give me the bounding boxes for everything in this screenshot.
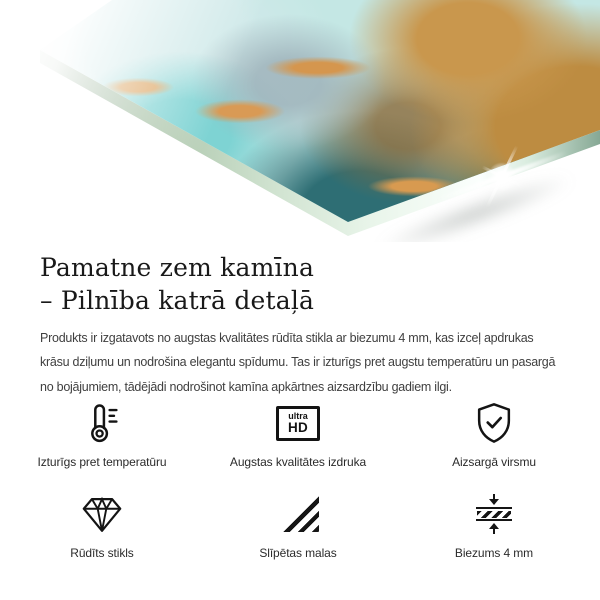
arrow-down-icon — [489, 499, 499, 505]
intro-line: krāsu dziļumu un nodrošina elegantu spīdumu. Tas ir izturīgs pret augstu temperatūru un pasargā — [40, 355, 556, 370]
feature-polished-edges — [200, 491, 396, 560]
glass-sheet-bar — [476, 507, 512, 521]
feature-surface-protection — [396, 400, 592, 469]
feature-label: Biezums 4 mm — [454, 546, 534, 560]
glass-panel-photo — [0, 0, 600, 242]
shield-check-icon — [471, 400, 517, 446]
intro-line: no bojājumiem, tādējādi nodrošinot kamīna apkārtnes aizsardzību gadiem ilgi. — [40, 379, 452, 394]
ultra-hd-icon — [276, 400, 320, 446]
thickness-arrows-icon — [476, 491, 512, 537]
arrow-up-stem — [493, 529, 496, 534]
page-title-line-1: Pamatne zem kamīna — [40, 252, 315, 282]
bevel-stripes-icon — [277, 491, 319, 537]
page-title — [40, 251, 314, 317]
feature-label: Augstas kvalitātes izdruka — [229, 455, 367, 469]
feature-label: Slīpētas malas — [259, 546, 337, 560]
feature-label: Rūdīts stikls — [70, 546, 134, 560]
intro-line: Produkts ir izgatavots no augstas kvalitātes rūdīta stikla ar biezumu 4 mm, kas izceļ apdrukas — [40, 330, 534, 345]
diamond-icon — [79, 491, 125, 537]
feature-label: Izturīgs pret temperatūru — [37, 455, 167, 469]
feature-print-quality — [200, 400, 396, 469]
page-title-line-2: – Pilnība katrā detaļā — [40, 285, 315, 315]
feature-label: Aizsargā virsmu — [452, 455, 536, 469]
intro-paragraph — [40, 326, 555, 400]
feature-temperature — [4, 400, 200, 469]
ultra-hd-icon-text-top: ultra — [288, 411, 308, 421]
feature-thickness — [396, 491, 592, 560]
ultra-hd-icon-text-bottom: HD — [287, 420, 309, 435]
thermometer-icon — [79, 400, 125, 446]
feature-tempered-glass — [4, 491, 200, 560]
features-grid — [4, 400, 592, 560]
